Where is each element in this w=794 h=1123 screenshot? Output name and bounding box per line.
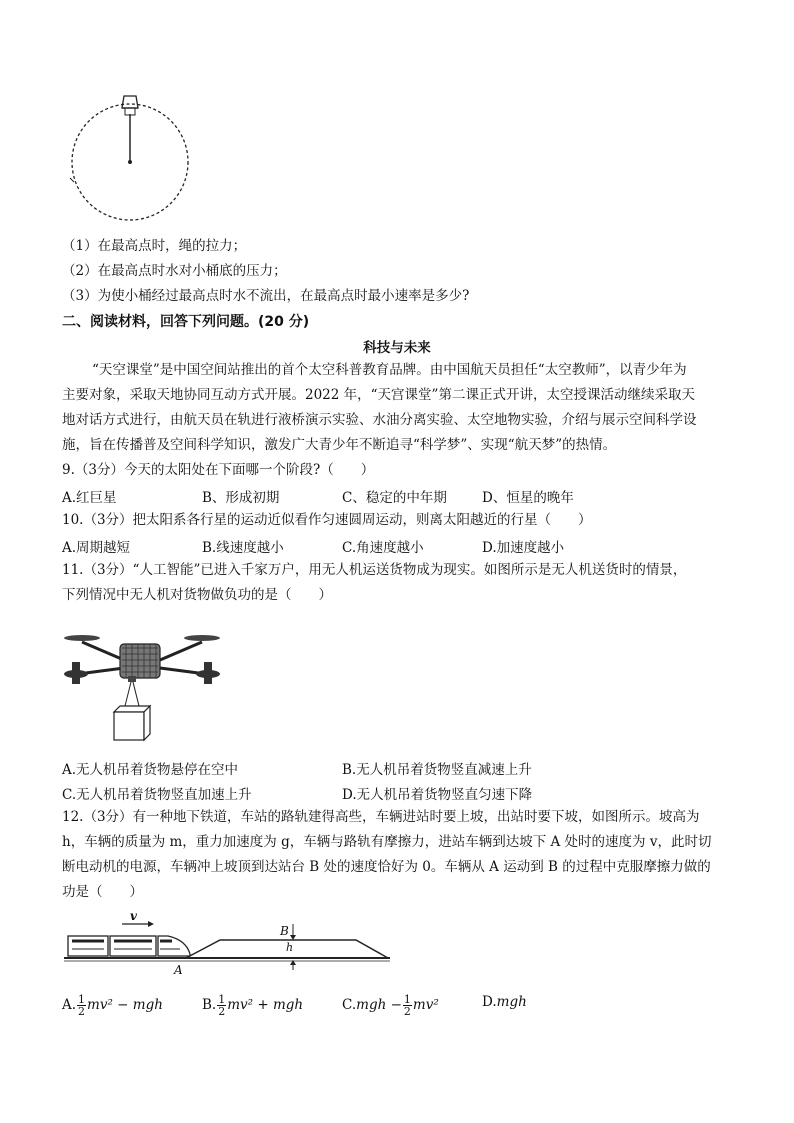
- option-expression-lead: mgh −: [356, 997, 402, 1013]
- q10-option-d[interactable]: D.加速度越小: [482, 540, 565, 556]
- drone-figure: [62, 622, 222, 744]
- option-letter: B.: [202, 997, 217, 1013]
- fraction: $\frac{1}{2}$: [78, 993, 86, 1018]
- q12-stem-line: 断电动机的电源，车辆冲上坡顶到达站台 B 处的速度恰好为 0。车辆从 A 运动到 B 的过程中克服摩擦力做的: [62, 859, 711, 875]
- part-1: （1）在最高点时，绳的拉力；: [62, 238, 247, 254]
- option-expression: mv²: [412, 997, 439, 1013]
- fraction: $\frac{1}{2}$: [218, 993, 226, 1018]
- article-line: 地对话方式进行，由航天员在轨进行液桥演示实验、水油分离实验、太空地物实验，介绍与展示空间科学设: [62, 412, 697, 428]
- option-expression: mv² + mgh: [227, 997, 304, 1013]
- article-line: “天空课堂”是中国空间站推出的首个太空科普教育品牌。由中国航天员担任“太空教师”，以青少年为: [92, 362, 687, 378]
- q11-option-b[interactable]: B.无人机吊着货物竖直减速上升: [342, 762, 532, 778]
- q12-option-b[interactable]: [202, 994, 303, 1017]
- bucket-circle-figure: [62, 92, 194, 222]
- q10-option-b[interactable]: B.线速度越小: [202, 540, 284, 556]
- q12-option-a[interactable]: [62, 994, 163, 1017]
- q9-option-c[interactable]: C、稳定的中年期: [342, 490, 447, 506]
- velocity-label: v: [130, 909, 137, 923]
- q9-option-b[interactable]: B、形成初期: [202, 490, 280, 506]
- q11-option-d[interactable]: D.无人机吊着货物竖直匀速下降: [342, 787, 533, 803]
- q9-option-d[interactable]: D、恒星的晚年: [482, 490, 574, 506]
- height-label: h: [286, 941, 294, 954]
- article-title: 科技与未来: [363, 340, 431, 356]
- q12-option-d[interactable]: [482, 994, 527, 1010]
- fraction: $\frac{1}{2}$: [403, 993, 411, 1018]
- option-expression: mgh: [496, 994, 527, 1010]
- article-line: 施，旨在传播普及空间科学知识，激发广大青少年不断追寻“科学梦”、实现“航天梦”的热情。: [62, 437, 617, 453]
- point-b-label: B: [280, 924, 289, 938]
- q11-option-c[interactable]: C.无人机吊着货物竖直加速上升: [62, 787, 252, 803]
- q12-stem-line: h，车辆的质量为 m，重力加速度为 g，车辆与路轨有摩擦力，进站车辆到达坡下 A 处时的速度为 v，此时切: [62, 834, 712, 850]
- option-letter: D.: [482, 994, 497, 1010]
- q10-option-c[interactable]: C.角速度越小: [342, 540, 424, 556]
- part-2: （2）在最高点时水对小桶底的压力；: [62, 263, 287, 279]
- option-letter: A.: [62, 997, 77, 1013]
- q9-stem: 9.（3分）今天的太阳处在下面哪一个阶段?（ ）: [62, 462, 375, 478]
- section-heading: 二、阅读材料，回答下列问题。(20 分): [62, 314, 310, 330]
- q12-stem-line: 12.（3分）有一种地下铁道，车站的路轨建得高些，车辆进站时要上坡，出站时要下坡，如图所示。坡高为: [62, 809, 700, 825]
- q9-option-a[interactable]: A.红巨星: [62, 490, 117, 506]
- option-letter: C.: [342, 997, 357, 1013]
- q12-stem-line: 功是（ ）: [62, 884, 143, 900]
- article-line: 主要对象，采取天地协同互动方式开展。2022 年，“天宫课堂”第二课正式开讲，太空授课活动继续采取天: [62, 387, 695, 403]
- option-expression: mv² − mgh: [87, 997, 163, 1013]
- q12-option-c[interactable]: [342, 994, 439, 1017]
- q11-stem-line: 下列情况中无人机对货物做负功的是（ ）: [62, 587, 332, 603]
- point-a-label: A: [174, 963, 183, 977]
- train-slope-figure: [62, 908, 392, 978]
- part-3: （3）为使小桶经过最高点时水不流出，在最高点时最小速率是多少?: [62, 288, 470, 304]
- q11-stem-line: 11.（3分）“人工智能”已进入千家万户，用无人机运送货物成为现实。如图所示是无人机送货时的情景，: [62, 562, 687, 578]
- q10-stem: 10.（3分）把太阳系各行星的运动近似看作匀速圆周运动，则离太阳越近的行星（ ）: [62, 512, 592, 528]
- q10-option-a[interactable]: A.周期越短: [62, 540, 131, 556]
- q11-option-a[interactable]: A.无人机吊着货物悬停在空中: [62, 762, 239, 778]
